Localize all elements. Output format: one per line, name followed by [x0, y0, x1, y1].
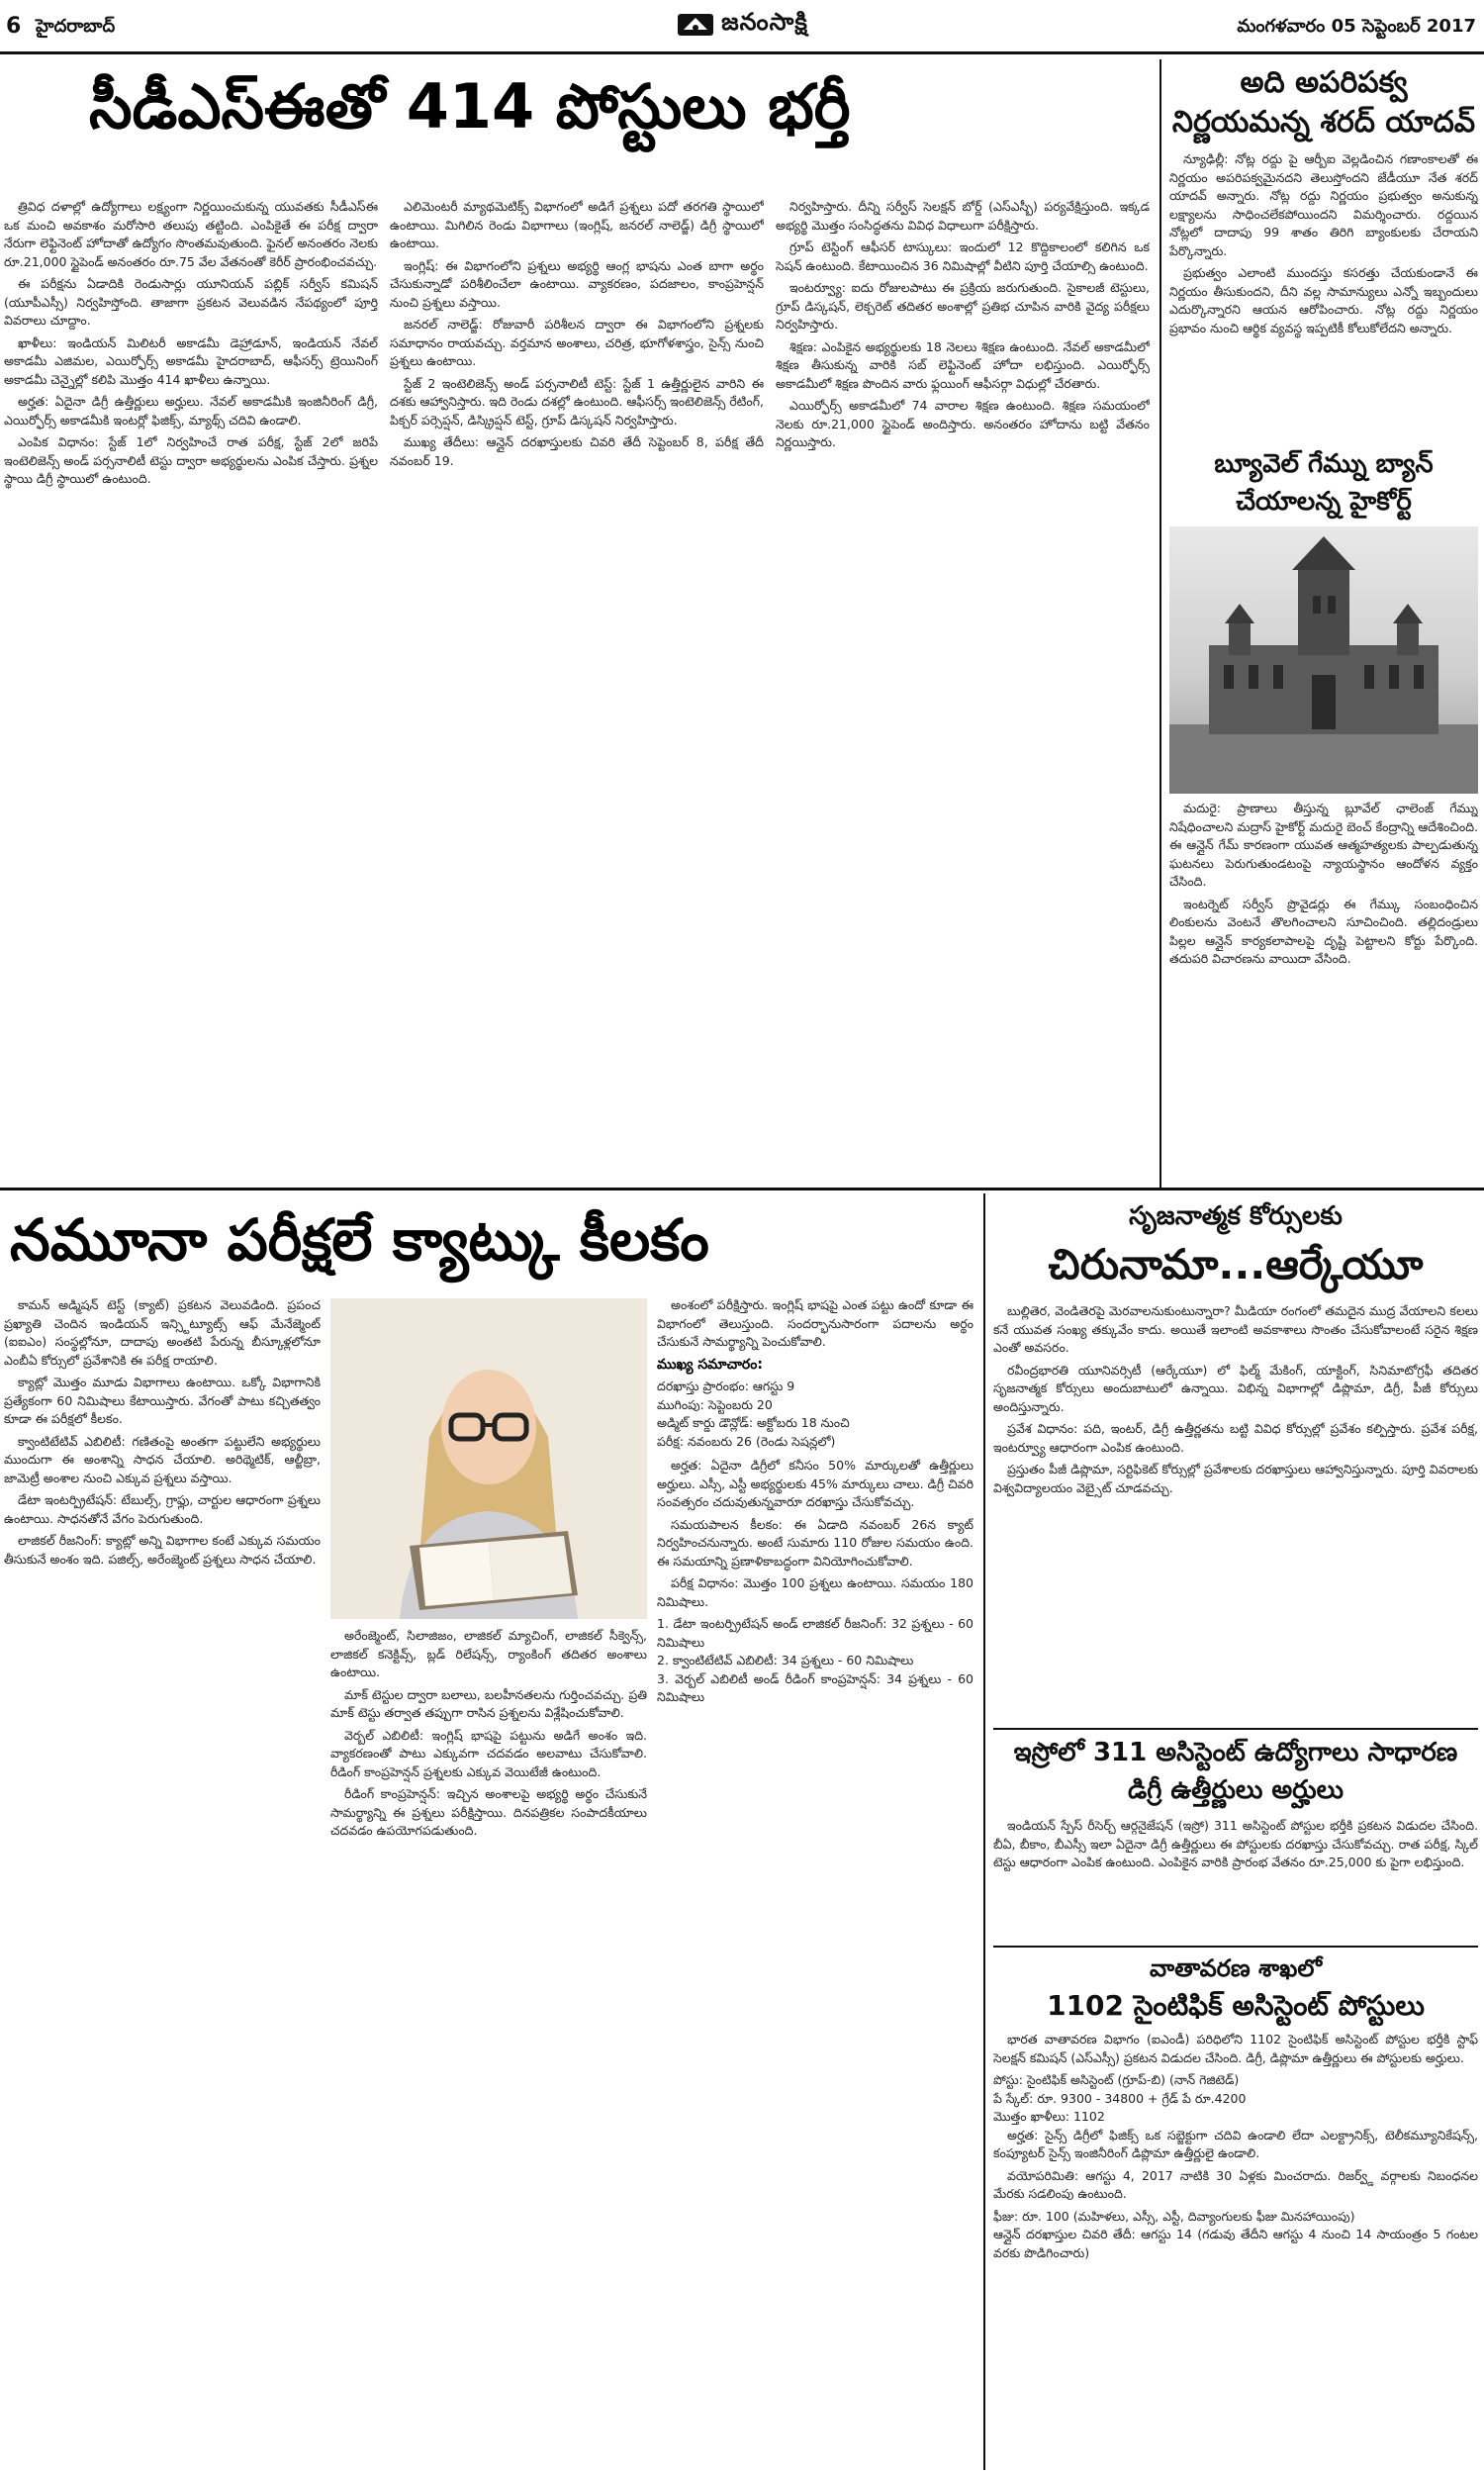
story1-col1-para: ఎంపిక విధానం: స్టేజ్ 1లో నిర్వహించే రాత పరీక్ష, స్టేజ్ 2లో జరిపే ఇంటెలిజెన్స్ అండ్ పర్సనాలిటీ టెస్టు ద్వారా అభ్యర్థులను ఎంపిక చేస్తారు. ప్రశ్నల స్థాయి డిగ్రీ స్థాయిలో ఉంటుంది.	[4, 434, 378, 486]
story1-col2-para: ముఖ్య తేదీలు: ఆన్లైన్ దరఖాస్తులకు చివరి తేదీ సెప్టెంబర్ 8, పరీక్ష తేదీ నవంబర్ 19.	[390, 434, 764, 468]
story5-para: రవీంద్రభారతి యూనివర్సిటీ (ఆర్కేయూ) లో ఫిల్మ్ మేకింగ్, యాక్టింగ్, సినిమాటోగ్రఫీ తదితర సృజనాత్మక కోర్సులు అందుబాటులో ఉన్నాయి. విభిన్న విభాగాల్లో డిప్లొమా, డిగ్రీ, పీజీ కోర్సులు అందిస్తున్నారు.	[993, 1362, 1478, 1414]
fact-line: ముగింపు: సెప్టెంబరు 20	[657, 1396, 773, 1412]
student-photo	[330, 1298, 647, 1619]
exam-section-line: 2. క్వాంటిటేటివ్ ఎబిలిటీ: 34 ప్రశ్నలు - 60 నిమిషాలు	[657, 1653, 914, 1667]
section-name: హైదరాబాద్	[36, 16, 116, 37]
story2-para: న్యూఢిల్లీ: నోట్ల రద్దు పై ఆర్బీఐ వెల్లడించిన గణాంకాలతో ఈ నిర్ణయం అపరిపక్వమైనదని తెలుస్తోందని జేడీయూ నేత శరద్ యాదవ్ అన్నారు. నోట్ల రద్దు నిర్ణయం ప్రభుత్వం అనుకున్న లక్ష్యాలను సాధించలేకపోయిందని విమర్శించారు. రద్దయిన నోట్లలో దాదాపు 99 శాతం తిరిగి బ్యాంకులకు చేరాయని పేర్కొన్నారు.	[1169, 151, 1478, 258]
imd-fact-line: మొత్తం ఖాళీలు: 1102	[993, 2109, 1105, 2124]
bottom-sidebar-divider	[983, 1193, 985, 2470]
story6-body	[993, 1817, 1478, 1944]
story1-col1-para: ఈ పరీక్షను ఏడాదికి రెండుసార్లు యూనియన్ పబ్లిక్ సర్వీస్ కమిషన్ (యూపీఎస్సీ) నిర్వహిస్తోంది. తాజాగా ప్రకటన వెలువడిన నేపథ్యంలో పూర్తి వివరాలు చూద్దాం.	[4, 276, 378, 328]
exam-section-line: 1. డేటా ఇంటర్ప్రిటేషన్ అండ్ లాజికల్ రీజనింగ్: 32 ప్రశ్నలు - 60 నిమిషాలు	[657, 1616, 974, 1650]
imd-fact-line: ఫీజు: రూ. 100 (మహిళలు, ఎస్సీ, ఎస్టీ, దివ్యాంగులకు ఫీజు మినహాయింపు)	[993, 2208, 1355, 2224]
student-reading-icon	[330, 1298, 647, 1619]
story4-col2-para: మాక్ టెస్టుల ద్వారా బలాలు, బలహీనతలను గుర్తించవచ్చు. ప్రతి మాక్ టెస్టు తర్వాత తప్పుగా రాసిన ప్రశ్నలను విశ్లేషించుకోవాలి.	[330, 1686, 647, 1720]
headline-sharad-yadav: అది అపరిపక్వ నిర్ణయమన్న శరద్ యాదవ్	[1171, 65, 1476, 140]
story1-col2-para: ఇంగ్లిష్: ఈ విభాగంలోని ప్రశ్నలు అభ్యర్థి ఆంగ్ల భాషను ఎంత బాగా అర్థం చేసుకున్నాడో పరిశీలించేలా ఉంటాయి. వ్యాకరణం, పదజాలం, కాంప్రహెన్షన్ నుంచి ప్రశ్నలు వస్తాయి.	[390, 257, 764, 310]
story4-col1-para: క్యాట్లో మొత్తం మూడు విభాగాలు ఉంటాయి. ఒక్కో విభాగానికి ప్రత్యేకంగా 60 నిమిషాలు కేటాయిస్తారు. వేగంతో పాటు కచ్చితత్వం కూడా ఈ పరీక్షలో కీలకం.	[4, 1375, 321, 1426]
story4-column-3	[657, 1296, 974, 2470]
story1-col2-para: ఎలిమెంటరీ మ్యాథమెటిక్స్ విభాగంలో అడిగే ప్రశ్నలు పదో తరగతి స్థాయిలో ఉంటాయి. మిగిలిన రెండు విభాగాలు (ఇంగ్లిష్, జనరల్ నాలెడ్జ్) డిగ్రీ స్థాయిలో ఉంటాయి.	[390, 199, 764, 250]
court-building-icon	[1169, 526, 1478, 794]
story3-para: మదురై: ప్రాణాలు తీస్తున్న బ్లూవేల్ ఛాలెంజ్ గేమ్ను నిషేధించాలని మద్రాస్ హైకోర్ట్ మదురై బెంచ్ కేంద్రాన్ని ఆదేశించింది. ఈ ఆన్లైన్ గేమ్ కారణంగా యువత ఆత్మహత్యలకు పాల్పడుతున్న ఘటనలు పెరుగుతుండటంపై న్యాయస్థానం ఆందోళన వ్యక్తం చేసింది.	[1169, 801, 1478, 889]
story1-column-1	[4, 198, 378, 1188]
story1-col3-para: గ్రూప్ టెస్టింగ్ ఆఫీసర్ టాస్కులు: ఇందులో 12 కొద్దికాలంలో కలిగిన ఒక సెషన్ ఉంటుంది. కేటాయించిన 36 నిమిషాల్లో వీటిని పూర్తి చేయాల్సి ఉంటుంది.	[776, 239, 1150, 273]
story7-body	[993, 2031, 1478, 2470]
story4-col3-para: అంశంలో పరీక్షిస్తారు. ఇంగ్లిష్ భాషపై ఎంత పట్టు ఉందో కూడా ఈ విభాగంలో తెలుస్తుంది. సందర్భానుసారంగా పదాలను అర్థం చేసుకునే సామర్థ్యాన్ని పెంచుకోవాలి.	[657, 1297, 974, 1349]
masthead-title: జనంసాక్షి	[721, 8, 808, 36]
story4-col3-para: పరీక్ష విధానం: మొత్తం 100 ప్రశ్నలు ఉంటాయి. సమయం 180 నిమిషాలు.	[657, 1575, 974, 1609]
story1-col2-para: స్టేజ్ 2 ఇంటెలిజెన్స్ అండ్ పర్సనాలిటీ టెస్ట్: స్టేజ్ 1 ఉత్తీర్ణులైన వారిని ఈ దశకు ఆహ్వానిస్తారు. ఇది రెండు దశల్లో ఉంటుంది. ఆఫీసర్స్ ఇంటెలిజెన్స్ రేటింగ్, పిక్చర్ పర్సెప్షన్, డిస్క్రిప్షన్ టెస్ట్, గ్రూప్ డిస్కషన్ నిర్వహిస్తారు.	[390, 375, 764, 428]
fact-line: అడ్మిట్ కార్డు డౌన్లోడ్: అక్టోబరు 18 నుంచి	[657, 1415, 850, 1430]
story4-column-1	[4, 1296, 321, 2470]
story2-para: ప్రభుత్వం ఎలాంటి ముందస్తు కసరత్తు చేయకుండానే ఈ నిర్ణయం తీసుకుందని, దీని వల్ల సామాన్యులు ఎన్నో ఇబ్బందులు ఎదుర్కొన్నారని ఆయన ఆరోపించారు. నోట్ల రద్దు నిర్ణయం ప్రభావం నుంచి ఆర్థిక వ్యవస్థ ఇప్పటికీ కోలుకోలేదని అన్నారు.	[1169, 265, 1478, 335]
story6-para: ఇండియన్ స్పేస్ రీసెర్చ్ ఆర్గనైజేషన్ (ఇస్రో) 311 అసిస్టెంట్ పోస్టుల భర్తీకి ప్రకటన విడుదల చేసింది. బీఏ, బీకాం, బీఎస్సీ ఇలా ఏదైనా డిగ్రీ ఉత్తీర్ణులు ఈ పోస్టులకు దరఖాస్తు చేసుకోవచ్చు. రాత పరీక్ష, స్కిల్ టెస్టు ఆధారంగా ఎంపిక ఉంటుంది. ఎంపికైన వారికి ప్రారంభ వేతనం రూ.25,000 కు పైగా లభిస్తుంది.	[993, 1818, 1478, 1869]
story3-body	[1169, 800, 1478, 1186]
story1-col3-para: ఎయిర్ఫోర్స్ అకాడమీలో 74 వారాల శిక్షణ ఉంటుంది. శిక్షణ సమయంలో నెలకు రూ.21,000 స్టైపెండ్ అందిస్తారు. అనంతరం హోదాను బట్టి వేతనం నిర్ణయిస్తారు.	[776, 398, 1150, 449]
story4-col1-para: కామన్ అడ్మిషన్ టెస్ట్ (క్యాట్) ప్రకటన వెలువడింది. ప్రపంచ ప్రఖ్యాతి చెందిన ఇండియన్ ఇన్స్టిట్యూట్స్ ఆఫ్ మేనేజ్మెంట్ (ఐఐఎం) సంస్థల్లోనూ, దాదాపు అంతటి పేరున్న బీస్కూళ్లలోనూ ఎంబీఏ కోర్సులో ప్రవేశానికి ఈ పరీక్ష రాయాలి.	[4, 1297, 321, 1368]
story3-para: ఇంటర్నెట్ సర్వీస్ ప్రొవైడర్లు ఈ గేమ్కు సంబంధించిన లింకులను వెంటనే తొలగించాలని సూచించింది. తల్లిదండ్రులు పిల్లల ఆన్లైన్ కార్యకలాపాలపై దృష్టి పెట్టాలని కోర్టు పేర్కొంది. తదుపరి విచారణను వాయిదా వేసింది.	[1169, 896, 1478, 966]
header-rule	[0, 51, 1484, 54]
story5-para: ప్రస్తుతం పీజీ డిప్లొమా, సర్టిఫికెట్ కోర్సుల్లో ప్రవేశాలకు దరఖాస్తులు ఆహ్వానిస్తున్నారు. పూర్తి వివరాలకు విశ్వవిద్యాలయం వెబ్సైట్ చూడవచ్చు.	[993, 1462, 1478, 1495]
headline-cat-mock-tests: నమూనా పరీక్షలే క్యాట్కు కీలకం	[10, 1206, 709, 1274]
page-number: 6	[6, 14, 22, 39]
headline-blue-whale-ban: బ్యూవెల్ గేమ్ను బ్యాన్ చేయాలన్న హైకోర్ట్	[1214, 449, 1434, 517]
section-rule	[0, 1188, 1484, 1190]
story4-col1-para: డేటా ఇంటర్ప్రిటేషన్: టేబుల్స్, గ్రాఫ్లు, చార్టుల ఆధారంగా ప్రశ్నలు ఉంటాయి. సాధనతోనే వేగం పెరుగుతుంది.	[4, 1492, 321, 1526]
imd-fact-line: ఆన్లైన్ దరఖాస్తుల చివరి తేదీ: ఆగస్టు 14 (గడువు తేదీని ఆగస్టు 4 నుంచి 14 సాయంత్రం 5 గంటల వరకు పొడిగించారు)	[993, 2227, 1478, 2260]
masthead-logo-icon	[676, 10, 715, 40]
isro-rule	[993, 1728, 1478, 1730]
key-info-heading: ముఖ్య సమాచారం:	[657, 1356, 763, 1373]
story1-col3-para: శిక్షణ: ఎంపికైన అభ్యర్థులకు 18 నెలలు శిక్షణ ఉంటుంది. నేవల్ అకాడమీలో శిక్షణ తీసుకున్న వారికి సబ్ లెఫ్టినెంట్ హోదా లభిస్తుంది. ఎయిర్ఫోర్స్ అకాడమీలో శిక్షణ పొందిన వారు ఫ్లయింగ్ ఆఫీసర్గా విధుల్లో చేరతారు.	[776, 338, 1150, 391]
story1-col2-para: జనరల్ నాలెడ్జ్: రోజువారీ పరిశీలన ద్వారా ఈ విభాగంలోని ప్రశ్నలకు సమాధానం రాయవచ్చు. వర్తమాన అంశాలు, చరిత్ర, భూగోళశాస్త్రం, సైన్స్ నుంచి ప్రశ్నలు ఉంటాయి.	[390, 317, 764, 368]
story4-col1-para: క్వాంటిటేటివ్ ఎబిలిటీ: గణితంపై అంతగా పట్టులేని అభ్యర్థులు ముందుగా ఈ అంశాన్ని సాధన చేయాలి. అరిథ్మెటిక్, ఆల్జీబ్రా, జామెట్రీ అంశాల నుంచి ఎక్కువ ప్రశ్నలు వస్తాయి.	[4, 1433, 321, 1485]
story1-col3-para: ఇంటర్వ్యూ: ఐదు రోజులపాటు ఈ ప్రక్రియ జరుగుతుంది. సైకాలజీ టెస్టులు, గ్రూప్ డిస్కషన్, లెక్చరెట్ తదితర అంశాల్లో ప్రతిభ చూపిన వారికి వైద్య పరీక్షలు నిర్వహిస్తారు.	[776, 280, 1150, 332]
rku-kicker: సృజనాత్మక కోర్సులకు	[1129, 1201, 1343, 1231]
headline-imd: 1102 సైంటిఫిక్ అసిస్టెంట్ పోస్టులు	[1047, 1989, 1425, 2022]
story1-column-2	[390, 198, 764, 1188]
imd-fact-line: పోస్టు: సైంటిఫిక్ అసిస్టెంట్ (గ్రూప్-బి) (నాన్ గెజిటెడ్)	[993, 2072, 1240, 2087]
imd-kicker: వాతావరణ శాఖలో	[1149, 1954, 1323, 1982]
story5-body	[993, 1302, 1478, 1724]
story4-col3-para: సమయపాలన కీలకం: ఈ ఏడాది నవంబర్ 26న క్యాట్ నిర్వహించనున్నారు. అంటే సుమారు 110 రోజుల సమయం ఉంది. ఈ సమయాన్ని ప్రణాళికాబద్ధంగా వినియోగించుకోవాలి.	[657, 1516, 974, 1569]
headline-isro: ఇస్రోలో 311 అసిస్టెంట్ ఉద్యోగాలు సాధారణ డిగ్రీ ఉత్తీర్ణులు అర్హులు	[1013, 1738, 1458, 1805]
page-header	[0, 0, 1484, 51]
issue-date: మంగళవారం 05 సెప్టెంబర్ 2017	[1237, 16, 1476, 37]
imd-fact-line: పే స్కేల్: రూ. 9300 - 34800 + గ్రేడ్ పే రూ.4200	[993, 2090, 1247, 2106]
sidebar-divider	[1159, 59, 1161, 1188]
story1-col3-para: నిర్వహిస్తారు. దీన్ని సర్వీస్ సెలక్షన్ బోర్డ్ (ఎస్ఎస్బీ) పర్యవేక్షిస్తుంది. ఇక్కడ అభ్యర్థి మొత్తం సంసిద్ధతను వివిధ విధాలుగా పరీక్షిస్తారు.	[776, 199, 1150, 233]
story7-para: భారత వాతావరణ విభాగం (ఐఎండీ) పరిధిలోని 1102 సైంటిఫిక్ అసిస్టెంట్ పోస్టుల భర్తీకి స్టాఫ్ సెలక్షన్ కమిషన్ (ఎస్ఎస్సీ) ప్రకటన విడుదల చేసింది. డిగ్రీ, డిప్లొమా ఉత్తీర్ణులు ఈ పోస్టులకు అర్హులు.	[993, 2032, 1478, 2065]
story4-col1-para: లాజికల్ రీజనింగ్: క్యాట్లో అన్ని విభాగాల కంటే ఎక్కువ సమయం తీసుకునే అంశం ఇది. పజిల్స్, అరేంజ్మెంట్ ప్రశ్నలు సాధన చేయాలి.	[4, 1533, 321, 1567]
story4-column-2	[330, 1627, 647, 2470]
story1-col1-para: ఖాళీలు: ఇండియన్ మిలిటరీ అకాడమీ డెహ్రాడూన్, ఇండియన్ నేవల్ అకాడమీ ఎజిమల, ఎయిర్ఫోర్స్ అకాడమీ హైదరాబాద్, ఆఫీసర్స్ ట్రెయినింగ్ అకాడమీ చెన్నైల్లో కలిపి మొత్తం 414 ఖాళీలు ఉన్నాయి.	[4, 334, 378, 387]
headline-cdse: సీడీఎస్ఈతో 414 పోస్టులు భర్తీ	[89, 70, 851, 143]
exam-section-line: 3. వెర్బల్ ఎబిలిటీ అండ్ రీడింగ్ కాంప్రహెన్షన్: 34 ప్రశ్నలు - 60 నిమిషాలు	[657, 1670, 974, 1704]
story5-para: బుల్లితెర, వెండితెరపై మెరవాలనుకుంటున్నారా? మీడియా రంగంలో తమదైన ముద్ర వేయాలని కలలు కనే యువత సంఖ్య తక్కువేం కాదు. అయితే ఇలాంటి అవకాశాలు సొంతం చేసుకోవాలంటే సరైన శిక్షణ ఎంతో అవసరం.	[993, 1303, 1478, 1355]
story4-col2-para: అరేంజ్మెంట్, సిలాజిజం, లాజికల్ మ్యాచింగ్, లాజికల్ సీక్వెన్స్, లాజికల్ కనెక్టివ్స్, బ్లడ్ రిలేషన్స్, ర్యాంకింగ్ తదితర అంశాలు ఉంటాయి.	[330, 1628, 647, 1679]
story7-para: వయోపరిమితి: ఆగస్టు 4, 2017 నాటికి 30 ఏళ్లకు మించరాదు. రిజర్వ్డ్ వర్గాలకు నిబంధనల మేరకు సడలింపు ఉంటుంది.	[993, 2167, 1478, 2201]
story1-column-3	[776, 198, 1150, 1188]
story4-col3-para: అర్హత: ఏదైనా డిగ్రీలో కనీసం 50% మార్కులతో ఉత్తీర్ణులు అర్హులు. ఎస్సీ, ఎస్టీ అభ్యర్థులకు 45% మార్కులు చాలు. డిగ్రీ చివరి సంవత్సరం చదువుతున్నవారూ దరఖాస్తు చేసుకోవచ్చు.	[657, 1458, 974, 1509]
story4-col2-para: రీడింగ్ కాంప్రహెన్షన్: ఇచ్చిన అంశాలపై అభ్యర్థి అర్థం చేసుకునే సామర్థ్యాన్ని ఈ ప్రశ్నలు పరీక్షిస్తాయి. దినపత్రికల సంపాదకీయాలు చదవడం ఉపయోగపడుతుంది.	[330, 1786, 647, 1838]
story2-body	[1169, 150, 1478, 437]
story5-para: ప్రవేశ విధానం: పది, ఇంటర్, డిగ్రీ ఉత్తీర్ణతను బట్టి వివిధ కోర్సుల్లో ప్రవేశం కల్పిస్తారు. ప్రవేశ పరీక్ష, ఇంటర్వ్యూ ఆధారంగా ఎంపిక ఉంటుంది.	[993, 1421, 1478, 1455]
story1-col1-para: అర్హత: ఏదైనా డిగ్రీ ఉత్తీర్ణులు అర్హులు. నేవల్ అకాడమీకి ఇంజినీరింగ్ డిగ్రీ, ఎయిర్ఫోర్స్ అకాడమీకి ఇంటర్లో ఫిజిక్స్, మ్యాథ్స్ చదివి ఉండాలి.	[4, 394, 378, 428]
fact-line: పరీక్ష: నవంబరు 26 (రెండు సెషన్లలో)	[657, 1433, 836, 1449]
story4-col2-para: వెర్బల్ ఎబిలిటీ: ఇంగ్లిష్ భాషపై పట్టును అడిగే అంశం ఇది. వ్యాకరణంతో పాటు ఎక్కువగా చదవడం అలవాటు చేసుకోవాలి. రీడింగ్ కాంప్రహెన్షన్ ప్రశ్నలకు ఎక్కువ వెయిటేజీ ఉంటుంది.	[330, 1727, 647, 1779]
headline-rku: చిరునామా...ఆర్కేయూ	[1048, 1240, 1424, 1288]
story7-para: అర్హత: సైన్స్ డిగ్రీలో ఫిజిక్స్ ఒక సబ్జెక్టుగా చదివి ఉండాలి లేదా ఎలక్ట్రానిక్స్, టెలీకమ్యూనికేషన్స్, కంప్యూటర్ సైన్స్ ఇంజినీరింగ్ డిప్లొమా ఉత్తీర్ణులై ఉండాలి.	[993, 2127, 1478, 2160]
masthead	[613, 8, 871, 42]
high-court-photo	[1169, 526, 1478, 794]
fact-line: దరఖాస్తు ప్రారంభం: ఆగస్టు 9	[657, 1379, 795, 1393]
imd-rule	[993, 1946, 1478, 1948]
story1-col1-para: త్రివిధ దళాల్లో ఉద్యోగాలు లక్ష్యంగా నిర్ణయించుకున్న యువతకు సీడీఎస్ఈ ఒక మంచి అవకాశం మరోసారి తలుపు తట్టింది. ఎంపికైతే ఈ పరీక్ష ద్వారా నేరుగా లెఫ్టినెంట్ హోదాతో ఉద్యోగం సొంతమవుతుంది. ఫైనల్ అనంతరం నెలకు రూ.21,000 స్టైపెండ్ అనంతరం రూ.75 వేల వేతనంతో కెరీర్ ప్రారంభించవచ్చు.	[4, 199, 378, 269]
